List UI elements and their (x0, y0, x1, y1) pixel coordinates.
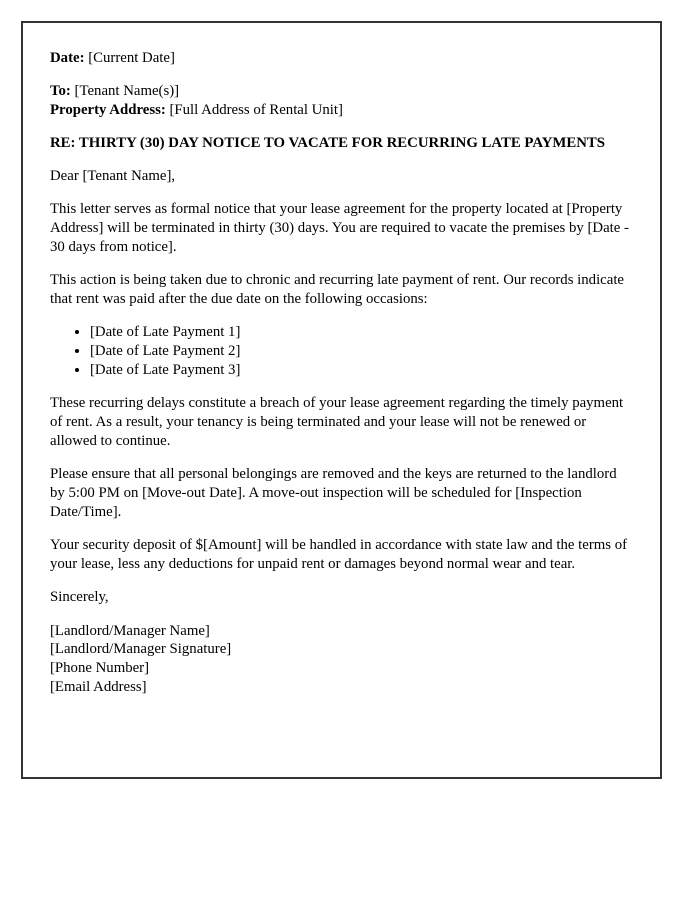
property-address-value: [Full Address of Rental Unit] (169, 101, 343, 118)
signature-block (50, 622, 630, 697)
paragraph-termination-notice: This letter serves as formal notice that your lease agreement for the property located at [Property Address] will be terminated in thirty (30) days. You are required to vacate the premises by [Date - 30 days from notice]. (50, 201, 629, 256)
paragraph-deposit: Your security deposit of $[Amount] will be handled in accordance with state law and the terms of your lease, less any deductions for unpaid rent or damages beyond normal wear and tear. (50, 537, 628, 572)
signature-signature: [Landlord/Manager Signature] (50, 641, 232, 658)
signature-name: [Landlord/Manager Name] (50, 622, 210, 639)
salutation: Dear [Tenant Name], (50, 168, 176, 185)
signature-email: [Email Address] (50, 678, 147, 695)
recipient-block (50, 82, 630, 120)
paragraph-reason: This action is being taken due to chronic and recurring late payment of rent. Our records indicate that rent was paid after the due date on the following occasions: (50, 272, 624, 308)
property-address-label: Property Address: (50, 101, 166, 118)
to-label: To: (50, 82, 71, 99)
late-payment-item: • [Date of Late Payment 2] (90, 342, 630, 361)
letter-document (21, 21, 662, 779)
to-value: [Tenant Name(s)] (74, 82, 180, 99)
late-payment-list (50, 323, 630, 379)
paragraph-moveout: Please ensure that all personal belongings are removed and the keys are returned to the landlord by 5:00 PM on [Move-out Date]. A move-out inspection will be scheduled for [Inspection Date/Time]. (50, 466, 617, 520)
late-payment-item: • [Date of Late Payment 3] (90, 361, 630, 380)
paragraph-breach: These recurring delays constitute a breach of your lease agreement regarding the timely payment of rent. As a result, your tenancy is being terminated and your lease will not be renewed or allowed to continue. (50, 395, 624, 449)
letter-content (50, 49, 630, 697)
late-payment-item: • [Date of Late Payment 1] (90, 323, 630, 342)
date-label: Date: (50, 49, 85, 66)
subject-line: RE: THIRTY (30) DAY NOTICE TO VACATE FOR RECURRING LATE PAYMENTS (50, 134, 606, 151)
signature-phone: [Phone Number] (50, 660, 150, 677)
date-line (50, 49, 630, 68)
date-value: [Current Date] (88, 49, 175, 66)
closing: Sincerely, (50, 589, 109, 606)
